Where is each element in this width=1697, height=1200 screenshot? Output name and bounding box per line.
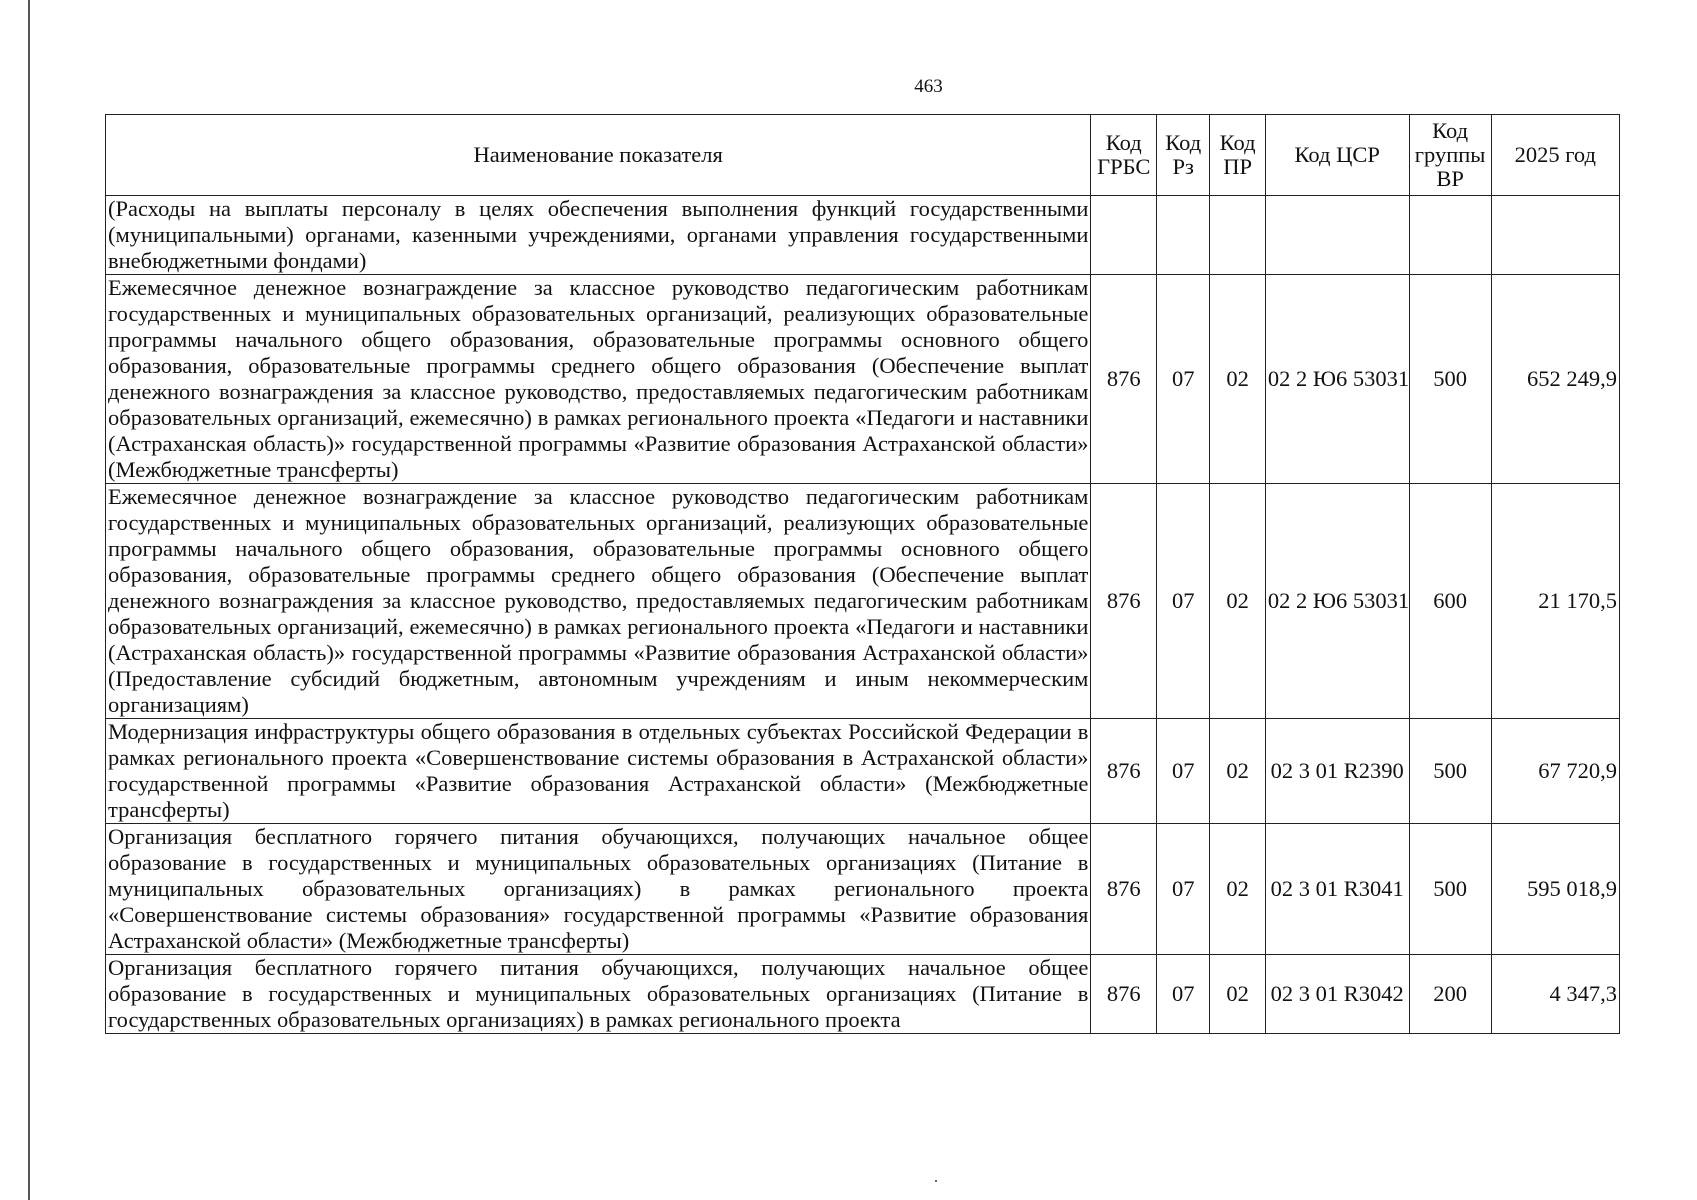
row-name: Модернизация инфраструктуры общего образования в отдельных субъектах Российской Федерации в рамках регионального проекта «Совершенствование системы образования в Астраханской области» государственной программы «Развитие образования Астраханской области» (Межбюджетные трансферты) <box>106 719 1091 824</box>
header-pr: Код ПР <box>1210 115 1265 196</box>
row-grbs: 876 <box>1091 824 1157 955</box>
budget-table <box>105 114 1620 1034</box>
row-csr: 02 3 01 R3041 <box>1265 824 1409 955</box>
row-amount: 4 347,3 <box>1491 955 1619 1034</box>
table-row <box>106 719 1620 824</box>
page-number: 463 <box>914 76 943 97</box>
row-pr: 02 <box>1210 955 1265 1034</box>
row-name: Ежемесячное денежное вознаграждение за классное руководство педагогическим работникам государственных и муниципальных образовательных организаций, реализующих образовательные программы начального общего образования, образовательные программы основного общего образования, образовательные программы среднего общего образования (Обеспечение выплат денежного вознаграждения за классное руководство, предоставляемых педагогическим работникам образовательных организаций, ежемесячно) в рамках регионального проекта «Педагоги и наставники (Астраханская область)» государственной программы «Развитие образования Астраханской области» (Предоставление субсидий бюджетным, автономным учреждениям и иным некоммерческим организациям) <box>106 484 1091 719</box>
row-vr: 500 <box>1409 824 1491 955</box>
row-grbs: 876 <box>1091 955 1157 1034</box>
row-amount: 595 018,9 <box>1491 824 1619 955</box>
header-csr: Код ЦСР <box>1265 115 1409 196</box>
row-name: (Расходы на выплаты персоналу в целях обеспечения выполнения функций государственными (муниципальными) органами, казенными учреждениями, органами управления государственными внебюджетными фондами) <box>106 196 1091 275</box>
row-rz: 07 <box>1157 275 1210 484</box>
row-pr: 02 <box>1210 484 1265 719</box>
row-rz: 07 <box>1157 824 1210 955</box>
row-name: Ежемесячное денежное вознаграждение за классное руководство педагогическим работникам государственных и муниципальных образовательных организаций, реализующих образовательные программы начального общего образования, образовательные программы основного общего образования, образовательные программы среднего общего образования (Обеспечение выплат денежного вознаграждения за классное руководство, предоставляемых педагогическим работникам образовательных организаций, ежемесячно) в рамках регионального проекта «Педагоги и наставники (Астраханская область)» государственной программы «Развитие образования Астраханской области» (Межбюджетные трансферты) <box>106 275 1091 484</box>
row-csr: 02 2 Ю6 53031 <box>1265 484 1409 719</box>
row-csr <box>1265 196 1409 275</box>
row-rz: 07 <box>1157 955 1210 1034</box>
row-csr: 02 3 01 R2390 <box>1265 719 1409 824</box>
row-csr: 02 3 01 R3042 <box>1265 955 1409 1034</box>
row-grbs: 876 <box>1091 484 1157 719</box>
row-pr: 02 <box>1210 824 1265 955</box>
row-grbs: 876 <box>1091 719 1157 824</box>
header-name: Наименование показателя <box>106 115 1091 196</box>
row-amount: 67 720,9 <box>1491 719 1619 824</box>
row-pr: 02 <box>1210 275 1265 484</box>
table-row <box>106 824 1620 955</box>
header-year: 2025 год <box>1491 115 1619 196</box>
table-row <box>106 275 1620 484</box>
row-vr: 500 <box>1409 719 1491 824</box>
page-edge-line <box>28 0 30 1200</box>
table-row <box>106 196 1620 275</box>
row-name: Организация бесплатного горячего питания обучающихся, получающих начальное общее образование в государственных и муниципальных образовательных организациях (Питание в государственных образовательных организациях) в рамках регионального проекта <box>106 955 1091 1034</box>
row-vr <box>1409 196 1491 275</box>
row-rz: 07 <box>1157 484 1210 719</box>
row-grbs: 876 <box>1091 275 1157 484</box>
row-rz: 07 <box>1157 719 1210 824</box>
header-grbs: Код ГРБС <box>1091 115 1157 196</box>
header-rz: Код Рз <box>1157 115 1210 196</box>
row-amount: 652 249,9 <box>1491 275 1619 484</box>
row-grbs <box>1091 196 1157 275</box>
row-amount <box>1491 196 1619 275</box>
row-name: Организация бесплатного горячего питания обучающихся, получающих начальное общее образование в государственных и муниципальных образовательных организациях (Питание в муниципальных образовательных организациях) в рамках регионального проекта «Совершенствование системы образования» государственной программы «Развитие образования Астраханской области» (Межбюджетные трансферты) <box>106 824 1091 955</box>
table-row <box>106 955 1620 1034</box>
row-pr: 02 <box>1210 719 1265 824</box>
row-vr: 600 <box>1409 484 1491 719</box>
table-header-row <box>106 115 1620 196</box>
row-vr: 200 <box>1409 955 1491 1034</box>
row-pr <box>1210 196 1265 275</box>
row-amount: 21 170,5 <box>1491 484 1619 719</box>
header-vr: Код группы ВР <box>1409 115 1491 196</box>
table-row <box>106 484 1620 719</box>
scan-speck <box>935 1180 937 1182</box>
row-csr: 02 2 Ю6 53031 <box>1265 275 1409 484</box>
row-rz <box>1157 196 1210 275</box>
row-vr: 500 <box>1409 275 1491 484</box>
